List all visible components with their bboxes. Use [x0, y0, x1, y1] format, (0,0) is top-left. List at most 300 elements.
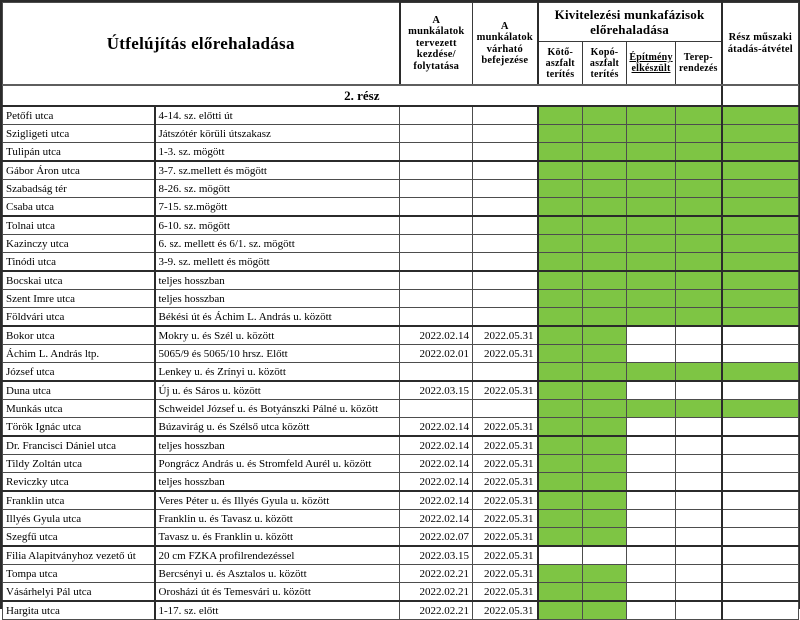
table-row[interactable]: [3, 565, 799, 583]
row-partial-handover[interactable]: [722, 491, 799, 510]
row-partial-handover[interactable]: [722, 455, 799, 473]
row-expected-finish-date[interactable]: [473, 161, 538, 180]
row-planned-start-date[interactable]: [400, 363, 473, 382]
row-section-description[interactable]: 20 cm FZKA profilrendezéssel: [155, 546, 400, 565]
row-phase-wearing-asphalt[interactable]: [583, 546, 627, 565]
row-section-description[interactable]: teljes hosszban: [155, 271, 400, 290]
row-planned-start-date[interactable]: [400, 198, 473, 217]
row-planned-start-date[interactable]: [400, 308, 473, 327]
row-partial-handover[interactable]: [722, 418, 799, 437]
table-row[interactable]: [3, 510, 799, 528]
row-partial-handover[interactable]: [722, 180, 799, 198]
row-partial-handover[interactable]: [722, 143, 799, 162]
row-phase-structure-complete[interactable]: [627, 345, 676, 363]
row-phase-wearing-asphalt[interactable]: [583, 271, 627, 290]
phase-2-line-2: aszfalt: [589, 57, 620, 69]
row-street-name[interactable]: Tompa utca: [3, 565, 155, 583]
row-partial-handover[interactable]: [722, 253, 799, 272]
row-planned-start-date[interactable]: [400, 253, 473, 272]
row-partial-handover[interactable]: [722, 326, 799, 345]
row-street-name[interactable]: Szent Imre utca: [3, 290, 155, 308]
row-street-name[interactable]: Tolnai utca: [3, 216, 155, 235]
row-section-description[interactable]: teljes hosszban: [155, 473, 400, 492]
row-expected-finish-date[interactable]: [473, 253, 538, 272]
row-phase-wearing-asphalt[interactable]: [583, 473, 627, 492]
row-partial-handover[interactable]: [722, 125, 799, 143]
header-row-1: [3, 3, 799, 42]
row-expected-finish-date[interactable]: 2022.05.31: [473, 436, 538, 455]
row-street-name[interactable]: Illyés Gyula utca: [3, 510, 155, 528]
row-section-description[interactable]: Békési út és Áchim L. András u. között: [155, 308, 400, 327]
row-phase-binder-asphalt[interactable]: [538, 473, 583, 492]
row-expected-finish-date[interactable]: 2022.05.31: [473, 510, 538, 528]
row-street-name[interactable]: Török Ignác utca: [3, 418, 155, 437]
row-section-description[interactable]: 4-14. sz. előtti út: [155, 106, 400, 125]
phase-2-line-3: terítés: [590, 68, 619, 80]
row-section-description[interactable]: Mokry u. és Szél u. között: [155, 326, 400, 345]
row-phase-wearing-asphalt[interactable]: [583, 180, 627, 198]
table-row[interactable]: [3, 161, 799, 180]
row-planned-start-date[interactable]: 2022.02.21: [400, 601, 473, 620]
row-planned-start-date[interactable]: 2022.03.15: [400, 546, 473, 565]
planned-start-line-4: kezdése/: [416, 49, 456, 61]
row-partial-handover[interactable]: [722, 198, 799, 217]
row-expected-finish-date[interactable]: [473, 363, 538, 382]
col-header-phase-landscaping: [676, 42, 722, 86]
row-phase-wearing-asphalt[interactable]: [583, 326, 627, 345]
expected-finish-line-2: munkálatok: [476, 32, 533, 43]
section-label: 2. rész: [3, 85, 722, 106]
row-phase-binder-asphalt[interactable]: [538, 106, 583, 125]
row-phase-landscaping[interactable]: [676, 180, 722, 198]
row-expected-finish-date[interactable]: [473, 106, 538, 125]
row-phase-binder-asphalt[interactable]: [538, 161, 583, 180]
row-section-description[interactable]: 6. sz. mellett és 6/1. sz. mögött: [155, 235, 400, 253]
row-phase-wearing-asphalt[interactable]: [583, 363, 627, 382]
row-section-description[interactable]: 3-7. sz.mellett és mögött: [155, 161, 400, 180]
table-row[interactable]: [3, 363, 799, 382]
row-street-name[interactable]: Tildy Zoltán utca: [3, 455, 155, 473]
row-phase-wearing-asphalt[interactable]: [583, 510, 627, 528]
row-phase-wearing-asphalt[interactable]: [583, 253, 627, 272]
row-phase-binder-asphalt[interactable]: [538, 253, 583, 272]
row-phase-binder-asphalt[interactable]: [538, 400, 583, 418]
row-section-description[interactable]: 8-26. sz. mögött: [155, 180, 400, 198]
row-phase-binder-asphalt[interactable]: [538, 345, 583, 363]
row-expected-finish-date[interactable]: [473, 290, 538, 308]
row-street-name[interactable]: József utca: [3, 363, 155, 382]
table-row[interactable]: [3, 106, 799, 125]
row-street-name[interactable]: Tinódi utca: [3, 253, 155, 272]
row-expected-finish-date[interactable]: [473, 143, 538, 162]
row-phase-structure-complete[interactable]: [627, 473, 676, 492]
row-planned-start-date[interactable]: 2022.02.14: [400, 436, 473, 455]
row-partial-handover[interactable]: [722, 271, 799, 290]
table-row[interactable]: [3, 216, 799, 235]
row-phase-wearing-asphalt[interactable]: [583, 125, 627, 143]
row-phase-binder-asphalt[interactable]: [538, 326, 583, 345]
row-street-name[interactable]: Tulipán utca: [3, 143, 155, 162]
row-phase-structure-complete[interactable]: [627, 491, 676, 510]
row-section-description[interactable]: Veres Péter u. és Illyés Gyula u. között: [155, 491, 400, 510]
row-street-name[interactable]: Franklin utca: [3, 491, 155, 510]
row-planned-start-date[interactable]: 2022.02.21: [400, 583, 473, 602]
row-phase-structure-complete[interactable]: [627, 528, 676, 547]
phase-1-line-3: terítés: [546, 68, 575, 80]
row-street-name[interactable]: Gábor Áron utca: [3, 161, 155, 180]
row-phase-wearing-asphalt[interactable]: [583, 491, 627, 510]
row-phase-landscaping[interactable]: [676, 436, 722, 455]
row-phase-structure-complete[interactable]: [627, 546, 676, 565]
row-phase-wearing-asphalt[interactable]: [583, 290, 627, 308]
row-partial-handover[interactable]: [722, 565, 799, 583]
row-phase-structure-complete[interactable]: [627, 455, 676, 473]
row-phase-binder-asphalt[interactable]: [538, 290, 583, 308]
phase-4-line-2: rendezés: [678, 63, 718, 74]
row-phase-binder-asphalt[interactable]: [538, 235, 583, 253]
table-row[interactable]: [3, 381, 799, 400]
row-phase-wearing-asphalt[interactable]: [583, 418, 627, 437]
row-phase-structure-complete[interactable]: [627, 143, 676, 162]
row-street-name[interactable]: Dr. Francisci Dániel utca: [3, 436, 155, 455]
planned-start-line-3: tervezett: [415, 37, 457, 49]
table-row[interactable]: [3, 455, 799, 473]
row-street-name[interactable]: Munkás utca: [3, 400, 155, 418]
table-row[interactable]: [3, 308, 799, 327]
row-phase-structure-complete[interactable]: [627, 106, 676, 125]
row-partial-handover[interactable]: [722, 528, 799, 547]
row-expected-finish-date[interactable]: [473, 400, 538, 418]
row-street-name[interactable]: Kazinczy utca: [3, 235, 155, 253]
row-street-name[interactable]: Bokor utca: [3, 326, 155, 345]
row-section-description[interactable]: 1-3. sz. mögött: [155, 143, 400, 162]
row-phase-binder-asphalt[interactable]: [538, 418, 583, 437]
row-partial-handover[interactable]: [722, 381, 799, 400]
row-phase-binder-asphalt[interactable]: [538, 565, 583, 583]
row-phase-binder-asphalt[interactable]: [538, 455, 583, 473]
row-phase-landscaping[interactable]: [676, 253, 722, 272]
row-phase-structure-complete[interactable]: [627, 381, 676, 400]
row-expected-finish-date[interactable]: 2022.05.31: [473, 326, 538, 345]
row-phase-landscaping[interactable]: [676, 161, 722, 180]
expected-finish-line-1: A: [500, 20, 509, 32]
row-phase-wearing-asphalt[interactable]: [583, 345, 627, 363]
table-row[interactable]: [3, 473, 799, 492]
table-row[interactable]: [3, 345, 799, 363]
row-partial-handover[interactable]: [722, 473, 799, 492]
row-phase-structure-complete[interactable]: [627, 308, 676, 327]
row-expected-finish-date[interactable]: 2022.05.31: [473, 601, 538, 620]
row-phase-binder-asphalt[interactable]: [538, 180, 583, 198]
row-section-description[interactable]: Bercsényi u. és Asztalos u. között: [155, 565, 400, 583]
row-partial-handover[interactable]: [722, 161, 799, 180]
row-phase-binder-asphalt[interactable]: [538, 436, 583, 455]
col-header-phase-wearing-asphalt: [583, 42, 627, 86]
row-expected-finish-date[interactable]: 2022.05.31: [473, 528, 538, 547]
table-row[interactable]: [3, 436, 799, 455]
table-body: [3, 85, 799, 620]
row-section-description[interactable]: Pongrácz András u. és Stromfeld Aurél u. között: [155, 455, 400, 473]
row-planned-start-date[interactable]: 2022.02.21: [400, 565, 473, 583]
row-phase-landscaping[interactable]: [676, 326, 722, 345]
row-phase-binder-asphalt[interactable]: [538, 363, 583, 382]
row-phase-binder-asphalt[interactable]: [538, 546, 583, 565]
row-expected-finish-date[interactable]: [473, 271, 538, 290]
row-planned-start-date[interactable]: [400, 400, 473, 418]
row-phase-landscaping[interactable]: [676, 418, 722, 437]
row-phase-binder-asphalt[interactable]: [538, 216, 583, 235]
row-phase-landscaping[interactable]: [676, 271, 722, 290]
row-expected-finish-date[interactable]: 2022.05.31: [473, 473, 538, 492]
row-section-description[interactable]: teljes hosszban: [155, 436, 400, 455]
row-planned-start-date[interactable]: 2022.02.07: [400, 528, 473, 547]
row-phase-wearing-asphalt[interactable]: [583, 106, 627, 125]
row-phase-wearing-asphalt[interactable]: [583, 455, 627, 473]
row-phase-binder-asphalt[interactable]: [538, 381, 583, 400]
row-phase-landscaping[interactable]: [676, 345, 722, 363]
row-phase-wearing-asphalt[interactable]: [583, 400, 627, 418]
row-phase-structure-complete[interactable]: [627, 216, 676, 235]
row-expected-finish-date[interactable]: 2022.05.31: [473, 565, 538, 583]
row-expected-finish-date[interactable]: 2022.05.31: [473, 381, 538, 400]
row-partial-handover[interactable]: [722, 546, 799, 565]
row-phase-landscaping[interactable]: [676, 546, 722, 565]
row-phase-structure-complete[interactable]: [627, 125, 676, 143]
table-row[interactable]: [3, 546, 799, 565]
row-phase-structure-complete[interactable]: [627, 290, 676, 308]
phase-3-line-2: elkészült: [631, 63, 671, 74]
row-planned-start-date[interactable]: 2022.02.14: [400, 326, 473, 345]
row-phase-landscaping[interactable]: [676, 491, 722, 510]
row-expected-finish-date[interactable]: [473, 198, 538, 217]
row-phase-wearing-asphalt[interactable]: [583, 565, 627, 583]
row-partial-handover[interactable]: [722, 345, 799, 363]
row-partial-handover[interactable]: [722, 601, 799, 620]
row-phase-binder-asphalt[interactable]: [538, 271, 583, 290]
row-phase-landscaping[interactable]: [676, 143, 722, 162]
row-planned-start-date[interactable]: 2022.03.15: [400, 381, 473, 400]
row-expected-finish-date[interactable]: [473, 308, 538, 327]
row-planned-start-date[interactable]: 2022.02.14: [400, 418, 473, 437]
row-street-name[interactable]: Duna utca: [3, 381, 155, 400]
row-street-name[interactable]: Földvári utca: [3, 308, 155, 327]
row-section-description[interactable]: teljes hosszban: [155, 290, 400, 308]
table-row[interactable]: [3, 180, 799, 198]
row-partial-handover[interactable]: [722, 106, 799, 125]
table-row[interactable]: [3, 235, 799, 253]
table-row[interactable]: [3, 491, 799, 510]
row-phase-wearing-asphalt[interactable]: [583, 381, 627, 400]
row-planned-start-date[interactable]: [400, 106, 473, 125]
row-phase-structure-complete[interactable]: [627, 400, 676, 418]
row-phase-binder-asphalt[interactable]: [538, 601, 583, 620]
row-phase-structure-complete[interactable]: [627, 565, 676, 583]
row-planned-start-date[interactable]: [400, 143, 473, 162]
row-expected-finish-date[interactable]: [473, 125, 538, 143]
row-expected-finish-date[interactable]: 2022.05.31: [473, 491, 538, 510]
row-expected-finish-date[interactable]: 2022.05.31: [473, 418, 538, 437]
planned-start-line-5: folytatása: [413, 60, 460, 72]
row-street-name[interactable]: Csaba utca: [3, 198, 155, 217]
row-expected-finish-date[interactable]: 2022.05.31: [473, 455, 538, 473]
row-planned-start-date[interactable]: [400, 161, 473, 180]
row-phase-structure-complete[interactable]: [627, 180, 676, 198]
table-row[interactable]: [3, 326, 799, 345]
row-expected-finish-date[interactable]: [473, 180, 538, 198]
row-planned-start-date[interactable]: [400, 290, 473, 308]
row-partial-handover[interactable]: [722, 290, 799, 308]
row-section-description[interactable]: Tavasz u. és Franklin u. között: [155, 528, 400, 547]
table-row[interactable]: [3, 418, 799, 437]
row-phase-landscaping[interactable]: [676, 400, 722, 418]
row-phase-structure-complete[interactable]: [627, 253, 676, 272]
row-section-description[interactable]: 6-10. sz. mögött: [155, 216, 400, 235]
row-phase-landscaping[interactable]: [676, 583, 722, 602]
row-phase-landscaping[interactable]: [676, 235, 722, 253]
row-street-name[interactable]: Áchim L. András ltp.: [3, 345, 155, 363]
row-phase-binder-asphalt[interactable]: [538, 143, 583, 162]
row-planned-start-date[interactable]: [400, 216, 473, 235]
row-phase-binder-asphalt[interactable]: [538, 125, 583, 143]
row-phase-landscaping[interactable]: [676, 601, 722, 620]
row-expected-finish-date[interactable]: 2022.05.31: [473, 546, 538, 565]
row-planned-start-date[interactable]: 2022.02.14: [400, 491, 473, 510]
row-partial-handover[interactable]: [722, 363, 799, 382]
row-phase-landscaping[interactable]: [676, 455, 722, 473]
row-planned-start-date[interactable]: [400, 271, 473, 290]
partial-handover-line-1: Rész műszaki: [728, 31, 792, 43]
row-partial-handover[interactable]: [722, 400, 799, 418]
row-street-name[interactable]: Szegfű utca: [3, 528, 155, 547]
row-phase-binder-asphalt[interactable]: [538, 528, 583, 547]
row-phase-landscaping[interactable]: [676, 290, 722, 308]
row-phase-landscaping[interactable]: [676, 381, 722, 400]
row-phase-landscaping[interactable]: [676, 528, 722, 547]
row-phase-binder-asphalt[interactable]: [538, 491, 583, 510]
row-phase-structure-complete[interactable]: [627, 326, 676, 345]
row-section-description[interactable]: Lenkey u. és Zrínyi u. között: [155, 363, 400, 382]
table-row[interactable]: [3, 271, 799, 290]
row-street-name[interactable]: Szabadság tér: [3, 180, 155, 198]
row-phase-structure-complete[interactable]: [627, 418, 676, 437]
row-expected-finish-date[interactable]: [473, 216, 538, 235]
row-partial-handover[interactable]: [722, 235, 799, 253]
table-row[interactable]: [3, 528, 799, 547]
row-phase-structure-complete[interactable]: [627, 436, 676, 455]
row-phase-structure-complete[interactable]: [627, 161, 676, 180]
page-title: Útfelújítás előrehaladása: [3, 3, 400, 86]
row-phase-structure-complete[interactable]: [627, 583, 676, 602]
table-row[interactable]: [3, 601, 799, 620]
row-street-name[interactable]: Bocskai utca: [3, 271, 155, 290]
table-row[interactable]: [3, 198, 799, 217]
row-phase-wearing-asphalt[interactable]: [583, 436, 627, 455]
row-street-name[interactable]: Hargita utca: [3, 601, 155, 620]
row-section-description[interactable]: Búzavirág u. és Szélső utca között: [155, 418, 400, 437]
row-planned-start-date[interactable]: [400, 235, 473, 253]
row-expected-finish-date[interactable]: [473, 235, 538, 253]
row-phase-structure-complete[interactable]: [627, 198, 676, 217]
table-row[interactable]: [3, 583, 799, 602]
row-phase-structure-complete[interactable]: [627, 510, 676, 528]
row-phase-landscaping[interactable]: [676, 363, 722, 382]
row-phase-landscaping[interactable]: [676, 565, 722, 583]
row-section-description[interactable]: Orosházi út és Temesvári u. között: [155, 583, 400, 602]
row-expected-finish-date[interactable]: 2022.05.31: [473, 345, 538, 363]
row-planned-start-date[interactable]: [400, 180, 473, 198]
table-row[interactable]: [3, 143, 799, 162]
expected-finish-line-4: befejezése: [481, 55, 529, 66]
row-phase-binder-asphalt[interactable]: [538, 510, 583, 528]
row-planned-start-date[interactable]: 2022.02.14: [400, 510, 473, 528]
row-section-description[interactable]: 1-17. sz. előtt: [155, 601, 400, 620]
row-section-description[interactable]: Játszótér körüli útszakasz: [155, 125, 400, 143]
row-section-description[interactable]: Schweidel József u. és Botyánszki Pálné u. között: [155, 400, 400, 418]
row-section-description[interactable]: Új u. és Sáros u. között: [155, 381, 400, 400]
row-partial-handover[interactable]: [722, 308, 799, 327]
table-row[interactable]: [3, 290, 799, 308]
row-phase-wearing-asphalt[interactable]: [583, 601, 627, 620]
row-section-description[interactable]: 3-9. sz. mellett és mögött: [155, 253, 400, 272]
row-phase-wearing-asphalt[interactable]: [583, 235, 627, 253]
row-street-name[interactable]: Reviczky utca: [3, 473, 155, 492]
row-section-description[interactable]: 7-15. sz.mögött: [155, 198, 400, 217]
row-street-name[interactable]: Szigligeti utca: [3, 125, 155, 143]
row-phase-binder-asphalt[interactable]: [538, 583, 583, 602]
row-phase-landscaping[interactable]: [676, 216, 722, 235]
row-phase-binder-asphalt[interactable]: [538, 198, 583, 217]
row-phase-wearing-asphalt[interactable]: [583, 308, 627, 327]
section-row-handover-cell: [722, 85, 799, 106]
table-row[interactable]: [3, 253, 799, 272]
row-phase-wearing-asphalt[interactable]: [583, 161, 627, 180]
row-planned-start-date[interactable]: 2022.02.14: [400, 473, 473, 492]
row-phase-landscaping[interactable]: [676, 198, 722, 217]
row-partial-handover[interactable]: [722, 216, 799, 235]
row-phase-structure-complete[interactable]: [627, 601, 676, 620]
row-phase-structure-complete[interactable]: [627, 271, 676, 290]
planned-start-line-2: munkálatok: [408, 26, 465, 38]
row-planned-start-date[interactable]: 2022.02.01: [400, 345, 473, 363]
row-phase-landscaping[interactable]: [676, 125, 722, 143]
row-section-description[interactable]: 5065/9 és 5065/10 hrsz. Előtt: [155, 345, 400, 363]
row-phase-binder-asphalt[interactable]: [538, 308, 583, 327]
row-street-name[interactable]: Vásárhelyi Pál utca: [3, 583, 155, 602]
row-planned-start-date[interactable]: 2022.02.14: [400, 455, 473, 473]
row-phase-wearing-asphalt[interactable]: [583, 198, 627, 217]
row-phase-landscaping[interactable]: [676, 473, 722, 492]
row-phase-wearing-asphalt[interactable]: [583, 143, 627, 162]
row-phase-structure-complete[interactable]: [627, 363, 676, 382]
row-street-name[interactable]: Filia Alapitványhoz vezető út: [3, 546, 155, 565]
row-partial-handover[interactable]: [722, 510, 799, 528]
row-partial-handover[interactable]: [722, 583, 799, 602]
row-phase-landscaping[interactable]: [676, 308, 722, 327]
row-phase-wearing-asphalt[interactable]: [583, 583, 627, 602]
row-partial-handover[interactable]: [722, 436, 799, 455]
row-phase-landscaping[interactable]: [676, 106, 722, 125]
row-phase-structure-complete[interactable]: [627, 235, 676, 253]
row-expected-finish-date[interactable]: 2022.05.31: [473, 583, 538, 602]
row-phase-wearing-asphalt[interactable]: [583, 528, 627, 547]
row-phase-wearing-asphalt[interactable]: [583, 216, 627, 235]
row-phase-landscaping[interactable]: [676, 510, 722, 528]
table-row[interactable]: [3, 125, 799, 143]
row-street-name[interactable]: Petőfi utca: [3, 106, 155, 125]
row-section-description[interactable]: Franklin u. és Tavasz u. között: [155, 510, 400, 528]
table-row[interactable]: [3, 400, 799, 418]
row-planned-start-date[interactable]: [400, 125, 473, 143]
